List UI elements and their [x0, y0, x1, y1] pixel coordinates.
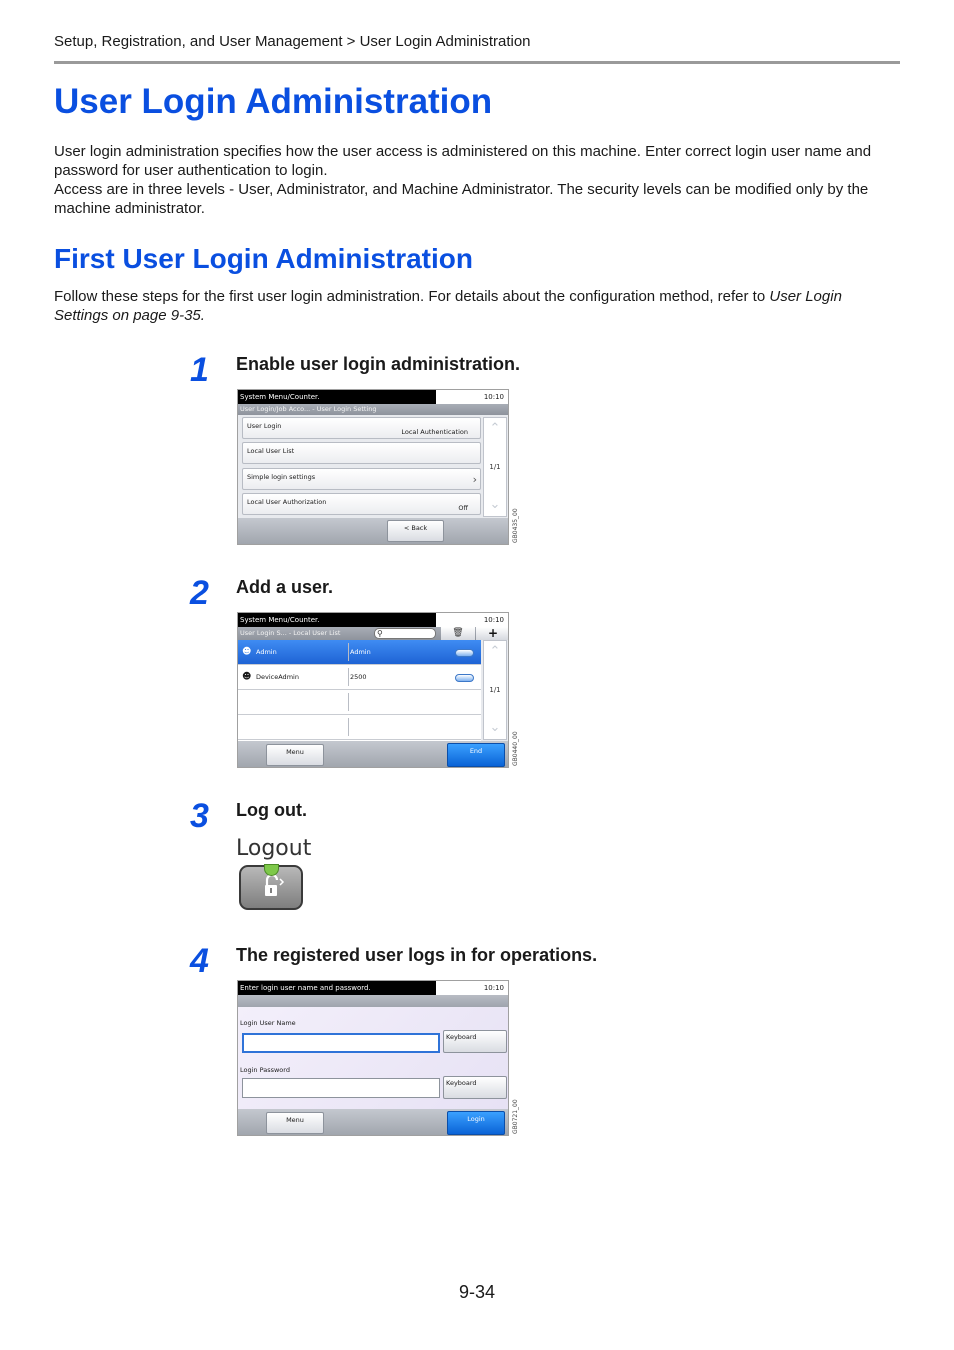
step-2-number: 2: [190, 574, 209, 612]
menu-button[interactable]: Menu: [266, 1112, 324, 1134]
user-login: 2500: [350, 673, 367, 681]
column-divider: [348, 668, 349, 686]
section-text-end: .: [200, 307, 205, 324]
screen-header: System Menu/Counter.: [238, 613, 436, 627]
search-icon: ⚲: [377, 629, 383, 638]
page-number: 9-34: [459, 1282, 496, 1302]
keyboard-button-user[interactable]: Keyboard: [443, 1030, 507, 1053]
scroll-up-icon[interactable]: ⌃: [489, 421, 501, 436]
user-icon: ☻: [242, 647, 252, 657]
header-rule: [54, 61, 900, 64]
scroll-down-icon[interactable]: ⌄: [489, 720, 501, 735]
list-item-empty: [238, 715, 481, 740]
back-button[interactable]: < Back: [387, 520, 444, 542]
screen-time: 10:10: [483, 393, 504, 401]
screen-subheader: [238, 627, 508, 640]
user-login: Admin: [350, 648, 371, 656]
row-label: Local User Authorization: [247, 498, 327, 506]
row-local-user-authorization[interactable]: [242, 493, 481, 515]
user-icon: ☻: [242, 672, 252, 682]
user-name: Admin: [256, 648, 277, 656]
screen-time: 10:10: [483, 616, 504, 624]
add-icon[interactable]: +: [476, 627, 508, 640]
intro-paragraph-1: User login administration specifies how the user access is administered on this machine. Enter correct login user name and password for user authentication to login.: [54, 143, 872, 179]
detail-button[interactable]: [455, 649, 474, 657]
subheader-text: User Login S... - Local User List: [240, 629, 341, 637]
login-screen: [237, 980, 509, 1136]
screen-header: Enter login user name and password.: [238, 981, 436, 995]
search-input[interactable]: [374, 628, 436, 639]
intro-paragraph-2: Access are in three levels - User, Administrator, and Machine Administrator. The security levels can be modified only by the machine administrator.: [54, 181, 869, 217]
screen-time: 10:10: [483, 984, 504, 992]
login-password-field[interactable]: [242, 1078, 440, 1098]
column-divider: [348, 693, 349, 711]
step-4-title: The registered user logs in for operations.: [236, 945, 598, 965]
delete-icon[interactable]: 🗑: [441, 627, 475, 640]
screen-subheader: User Login/Job Acco... - User Login Setting: [238, 404, 508, 415]
step-2-title: Add a user.: [236, 577, 334, 597]
list-item[interactable]: [238, 640, 481, 665]
scrollbar[interactable]: [483, 640, 507, 740]
column-divider: [348, 718, 349, 736]
column-divider: [348, 643, 349, 661]
row-simple-login-settings[interactable]: [242, 468, 481, 490]
end-button[interactable]: End: [447, 743, 505, 767]
page-indicator: 1/1: [489, 686, 501, 694]
login-user-name-label: Login User Name: [240, 1019, 296, 1027]
figure-tag: GB0440_00: [512, 731, 519, 766]
row-label: Local User List: [247, 447, 295, 455]
local-user-list-screen: [237, 612, 509, 768]
list-item-empty: [238, 690, 481, 715]
bottom-bar: [238, 518, 509, 545]
keyboard-button-password[interactable]: Keyboard: [443, 1076, 507, 1099]
user-name: DeviceAdmin: [256, 673, 299, 681]
row-user-login[interactable]: [242, 417, 481, 439]
step-3-number: 3: [190, 797, 209, 835]
scroll-up-icon[interactable]: ⌃: [489, 644, 501, 659]
user-login-setting-screen: [237, 389, 509, 545]
screen-header: System Menu/Counter.: [238, 390, 436, 404]
login-button[interactable]: Login: [447, 1111, 505, 1135]
section-title: First User Login Administration: [54, 243, 473, 274]
row-value: Off: [458, 504, 468, 512]
section-text: [54, 287, 900, 325]
page-title: User Login Administration: [54, 82, 493, 121]
chevron-right-icon: ›: [472, 473, 477, 486]
screen-subheader: [238, 995, 508, 1007]
row-label: User Login: [247, 422, 282, 430]
scrollbar[interactable]: [483, 417, 507, 517]
row-label: Simple login settings: [247, 473, 316, 481]
login-user-name-field[interactable]: [242, 1033, 440, 1053]
user-list: [238, 640, 481, 741]
row-value: Local Authentication: [401, 428, 468, 436]
step-3-title: Log out.: [236, 800, 307, 820]
login-password-label: Login Password: [240, 1066, 290, 1074]
section-reference: User Login Settings on page 9-35: [54, 288, 842, 324]
breadcrumb: Setup, Registration, and User Management > User Login Administration: [54, 33, 531, 50]
step-1-title: Enable user login administration.: [236, 354, 521, 374]
figure-tag: GB0435_00: [512, 508, 519, 543]
row-local-user-list[interactable]: [242, 442, 481, 464]
logout-label: Logout: [236, 836, 312, 861]
list-item[interactable]: [238, 665, 481, 690]
menu-button[interactable]: Menu: [266, 744, 324, 766]
step-4-number: 4: [190, 942, 209, 980]
scroll-down-icon[interactable]: ⌄: [489, 497, 501, 512]
bottom-bar: [238, 741, 509, 768]
page-indicator: 1/1: [489, 463, 501, 471]
section-text-body: Follow these steps for the first user login administration. For details about the configuration method, refer to: [54, 288, 770, 305]
step-1-number: 1: [190, 351, 209, 389]
figure-tag: GB0721_00: [512, 1099, 519, 1134]
bottom-bar: [238, 1109, 509, 1136]
detail-button[interactable]: [455, 674, 474, 682]
